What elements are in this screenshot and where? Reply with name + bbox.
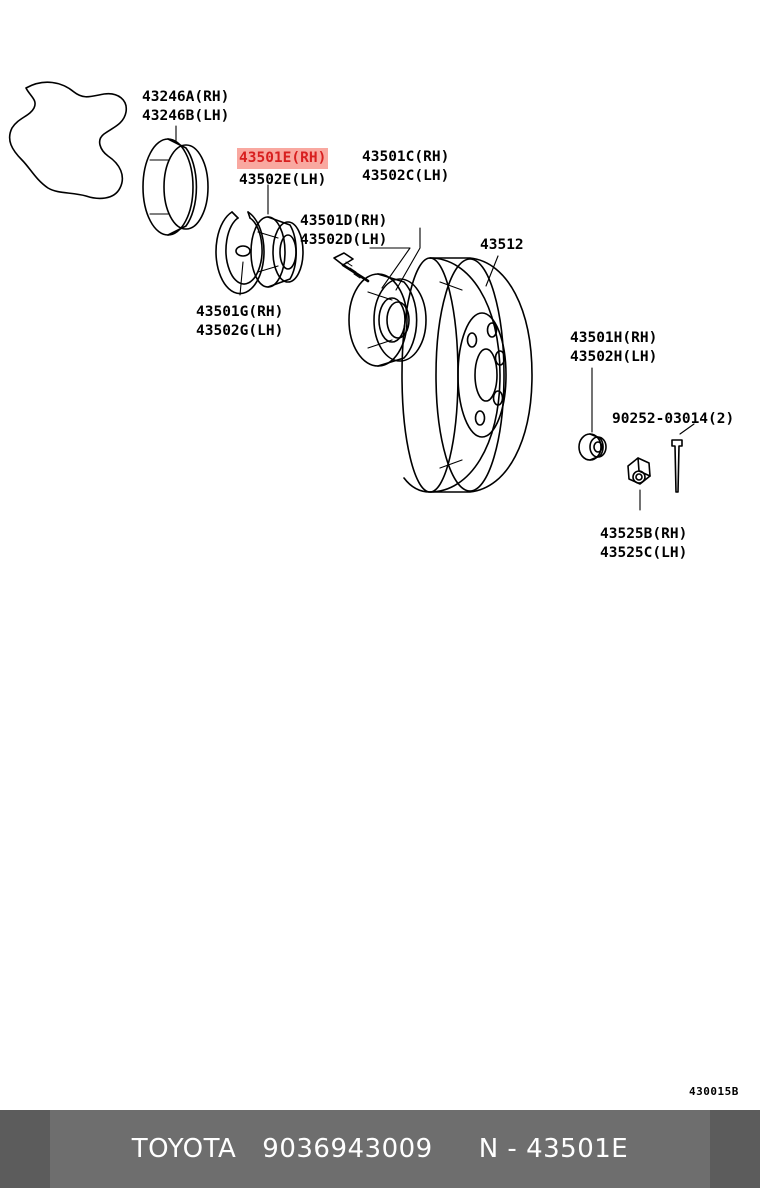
label-43246: 43246A(RH) 43246B(LH) [142, 89, 230, 124]
part-number: 9036943009 [262, 1134, 433, 1164]
label-43501e-highlighted: 43501E(RH) [237, 148, 328, 169]
label-43501g: 43501G(RH) 43502G(LH) [196, 304, 284, 339]
diagram-code: 430015B [689, 1085, 739, 1098]
label-90252-03014: 90252-03014(2) [612, 411, 735, 427]
label-43501h: 43501H(RH) 43502H(LH) [570, 330, 658, 365]
label-43501c: 43501C(RH) 43502C(LH) [362, 149, 450, 184]
footer-bar [0, 1110, 760, 1188]
label-43512: 43512 [480, 237, 524, 253]
label-43501d: 43501D(RH) 43502D(LH) [300, 213, 388, 248]
side-code: N - 43501E [478, 1134, 629, 1164]
footer-content [50, 1110, 710, 1188]
label-43525b: 43525B(RH) 43525C(LH) [600, 526, 688, 561]
label-43502e: 43502E(LH) [239, 172, 327, 188]
brand-label: TOYOTA [131, 1134, 237, 1164]
